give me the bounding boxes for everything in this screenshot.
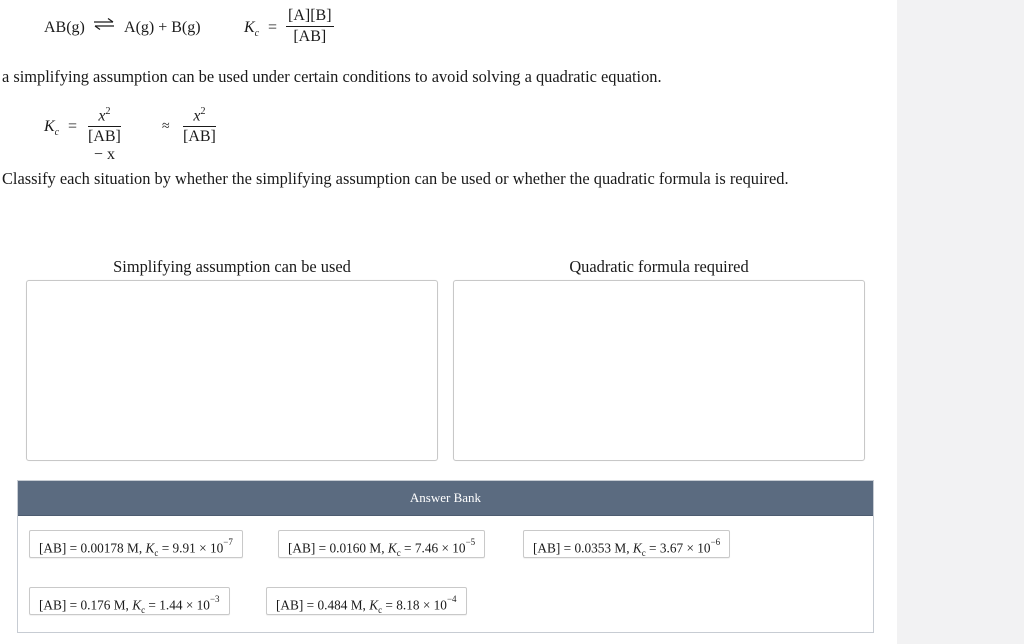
reaction xyxy=(44,19,201,37)
denominator-approx: [AB] xyxy=(183,128,216,146)
kc-numerator: [A][B] xyxy=(286,7,334,27)
answer-bank[interactable] xyxy=(17,480,874,633)
kc-symbol: $K_c$ xyxy=(44,118,60,139)
fraction-approx xyxy=(183,103,216,146)
bin-title-simplifying: Simplifying assumption can be used xyxy=(113,257,351,276)
approx-sign: ≈ xyxy=(162,119,170,134)
equilibrium-arrows-icon xyxy=(93,18,115,35)
equals-sign: = xyxy=(68,118,78,135)
answer-chip[interactable]: [AB] = 0.00178 M, $K_c = 9.91 \times 10^{-7}$ xyxy=(29,530,243,558)
numerator: $x^2$ xyxy=(183,103,216,127)
drop-zone-simplifying[interactable] xyxy=(26,280,438,461)
answer-chip[interactable]: [AB] = 0.0160 M, $K_c = 7.46 \times 10^{-5}$ xyxy=(278,530,485,558)
reactant: AB(g) xyxy=(44,19,85,36)
equals-sign: = xyxy=(268,19,278,36)
side-panel xyxy=(897,0,1024,644)
intro-text: a simplifying assumption can be used under certain conditions to avoid solving a quadratic equation. xyxy=(2,67,662,86)
instructions-text: Classify each situation by whether the simplifying assumption can be used or whether the quadratic formula is required. xyxy=(2,169,789,188)
products: A(g) + B(g) xyxy=(124,19,201,36)
fraction-exact xyxy=(88,103,121,164)
answer-chip[interactable]: [AB] = 0.176 M, $K_c = 1.44 \times 10^{-3}$ xyxy=(29,587,230,615)
kc-symbol: $K_c$ xyxy=(244,19,260,40)
kc-denominator: [AB] xyxy=(293,28,327,45)
bin-title-quadratic: Quadratic formula required xyxy=(569,257,749,276)
numerator: $x^2$ xyxy=(88,103,121,127)
answer-chip[interactable]: [AB] = 0.0353 M, $K_c = 3.67 \times 10^{-6}$ xyxy=(523,530,730,558)
answer-bank-title: Answer Bank xyxy=(18,481,873,516)
answer-chip[interactable]: [AB] = 0.484 M, $K_c = 8.18 \times 10^{-4}$ xyxy=(266,587,467,615)
drop-zone-quadratic[interactable] xyxy=(453,280,865,461)
denominator-exact: [AB] − x xyxy=(88,128,121,164)
kc-fraction xyxy=(286,7,334,46)
